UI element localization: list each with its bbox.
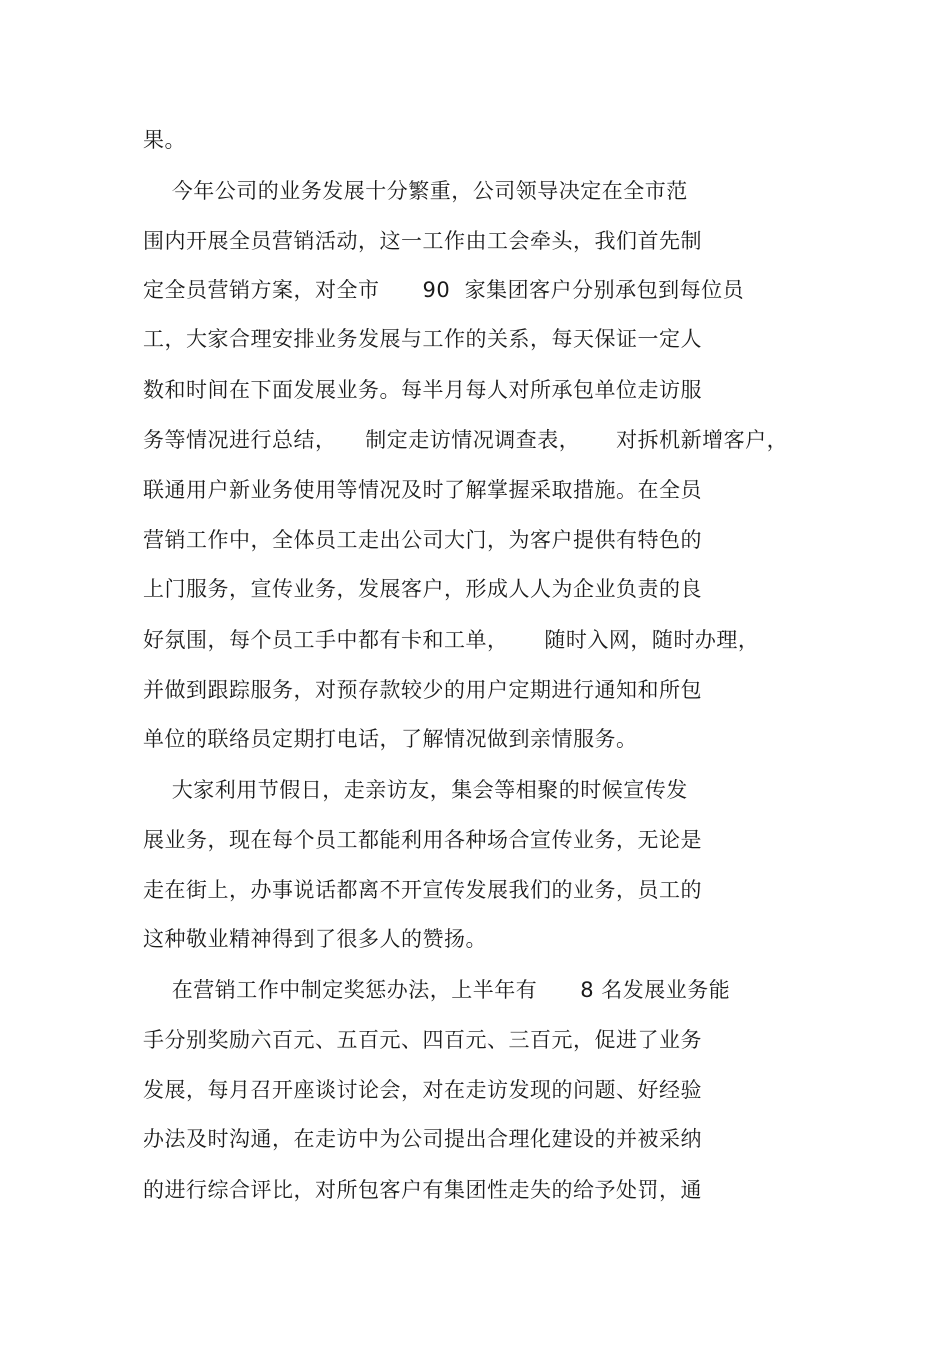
text-line: 围内开展全员营销活动，这一工作由工会牵头，我们首先制 — [143, 229, 702, 253]
text-line: 今年公司的业务发展十分繁重，公司领导决定在全市范 — [143, 179, 688, 203]
text-line: 大家利用节假日，走亲访友，集会等相聚的时候宣传发 — [143, 778, 688, 802]
text-line: 这种敬业精神得到了很多人的赞扬。 — [143, 927, 487, 951]
text-line: 办法及时沟通，在走访中为公司提出合理化建设的并被采纳 — [143, 1127, 702, 1151]
text-line: 好氛围，每个员工手中都有卡和工单， 随时入网，随时办理， — [143, 628, 760, 652]
text-line: 在营销工作中制定奖惩办法，上半年有 8 名发展业务能 — [143, 978, 731, 1002]
text-line: 手分别奖励六百元、五百元、四百元、三百元，促进了业务 — [143, 1028, 702, 1052]
text-line: 果。 — [143, 128, 186, 152]
text-line: 联通用户新业务使用等情况及时了解掌握采取措施。在全员 — [143, 478, 702, 502]
text-line: 走在街上，办事说话都离不开宣传发展我们的业务，员工的 — [143, 878, 702, 902]
text-line: 展业务，现在每个员工都能利用各种场合宣传业务，无论是 — [143, 828, 702, 852]
text-line: 定全员营销方案，对全市 90 家集团客户分别承包到每位员 — [143, 278, 745, 302]
text-line: 的进行综合评比，对所包客户有集团性走失的给予处罚，通 — [143, 1178, 702, 1202]
text-line: 发展，每月召开座谈讨论会，对在走访发现的问题、好经验 — [143, 1078, 702, 1102]
text-line: 工，大家合理安排业务发展与工作的关系，每天保证一定人 — [143, 327, 702, 351]
text-line: 并做到跟踪服务，对预存款较少的用户定期进行通知和所包 — [143, 678, 702, 702]
text-line: 务等情况进行总结， 制定走访情况调查表， 对拆机新增客户， — [143, 428, 789, 452]
text-line: 单位的联络员定期打电话，了解情况做到亲情服务。 — [143, 727, 638, 751]
text-line: 上门服务，宣传业务，发展客户，形成人人为企业负责的良 — [143, 577, 702, 601]
text-line: 数和时间在下面发展业务。每半月每人对所承包单位走访服 — [143, 378, 702, 402]
text-line: 营销工作中，全体员工走出公司大门，为客户提供有特色的 — [143, 528, 702, 552]
